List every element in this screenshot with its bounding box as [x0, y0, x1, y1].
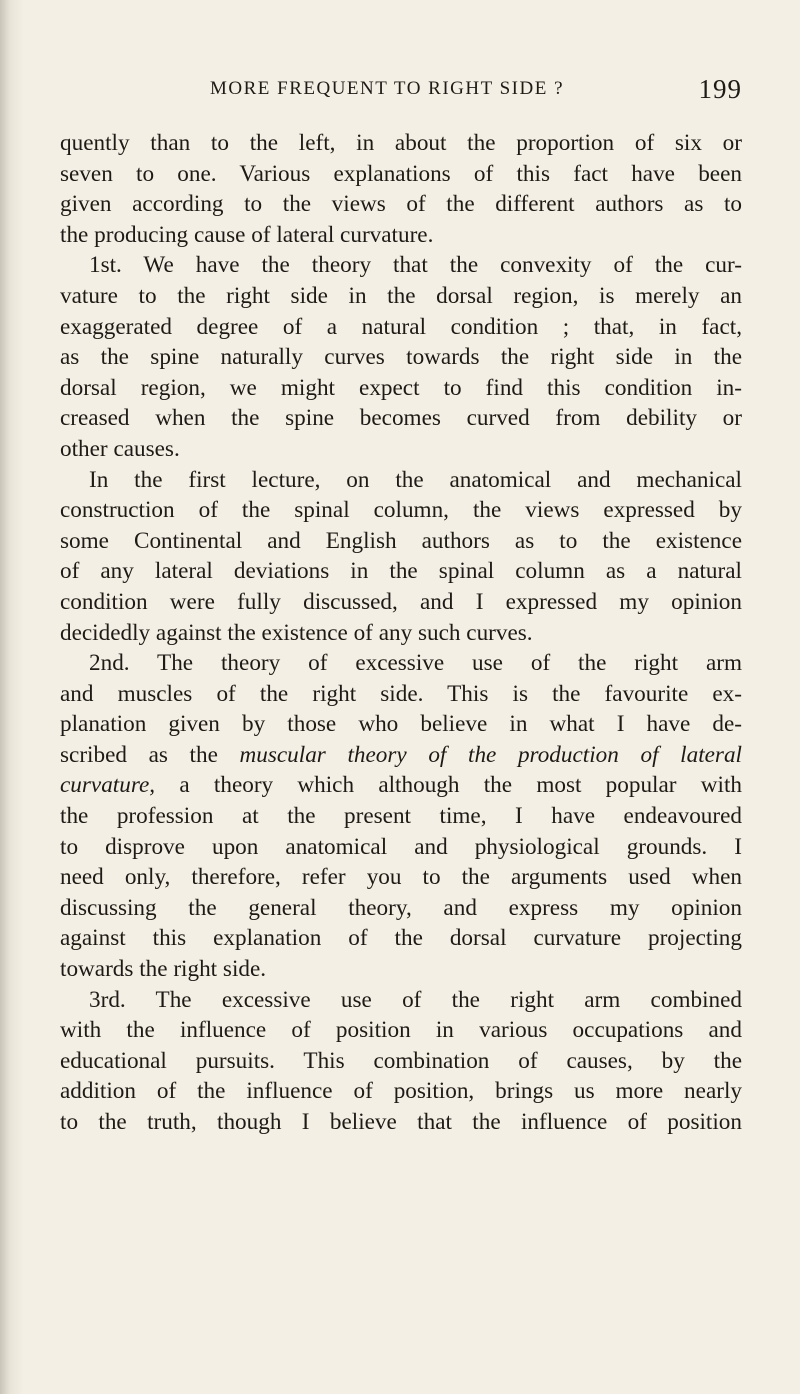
page-header: [60, 74, 742, 114]
text-line: and muscles of the right side. This is the favourite ex-: [60, 680, 742, 707]
text-line: with the influence of position in various occupations and: [60, 1017, 742, 1044]
text-line: addition of the influence of position, brings us more nearly: [60, 1078, 742, 1105]
text-line: In the first lecture, on the anatomical and mechanical: [89, 466, 742, 493]
text-line: construction of the spinal column, the views expressed by: [60, 497, 742, 524]
text-line: 1st. We have the theory that the convexity of the cur-: [89, 252, 742, 279]
text-line: against this explanation of the dorsal curvature projecting: [60, 925, 742, 952]
text-line: 2nd. The theory of excessive use of the right arm: [89, 650, 742, 677]
text-run: scribed as the: [60, 741, 240, 768]
text-line: 3rd. The excessive use of the right arm combined: [89, 986, 742, 1013]
text-line: the profession at the present time, I have endeavoured: [60, 803, 742, 830]
text-line: seven to one. Various explanations of this fact have been: [60, 160, 742, 187]
body-text: [60, 128, 742, 1138]
text-line: some Continental and English authors as to the existence: [60, 527, 742, 554]
paragraph-first-lecture: [60, 465, 742, 649]
text-line: dorsal region, we might expect to find this condition in-: [60, 374, 742, 401]
page-number: 199: [698, 74, 742, 104]
text-line: exaggerated degree of a natural condition ; that, in fact,: [60, 313, 742, 340]
italic-phrase: curvature,: [60, 772, 156, 799]
text-line: educational pursuits. This combination of causes, by the: [60, 1047, 742, 1074]
text-line: to the truth, though I believe that the influence of position: [60, 1109, 742, 1135]
text-line: condition were fully discussed, and I expressed my opinion: [60, 588, 742, 615]
text-run: a theory which although the most popular with: [155, 772, 742, 799]
text-line: creased when the spine becomes curved from debility or: [60, 405, 742, 432]
text-line: to disprove upon anatomical and physiological grounds. I: [60, 833, 742, 860]
text-line: other causes.: [60, 435, 180, 462]
text-line: need only, therefore, refer you to the arguments used when: [60, 864, 742, 891]
text-line: decidedly against the existence of any such curves.: [60, 619, 533, 646]
text-line: [60, 770, 742, 801]
text-line: quently than to the left, in about the proportion of six or: [60, 130, 742, 156]
text-line: planation given by those who believe in what I have de-: [60, 711, 742, 738]
paragraph-third-theory: [60, 985, 742, 1138]
italic-phrase: muscular theory of the production of lateral: [239, 741, 742, 768]
paragraph-second-theory: [60, 648, 742, 985]
text-line: given according to the views of the different authors as to: [60, 191, 742, 218]
text-line: discussing the general theory, and express my opinion: [60, 894, 742, 921]
paragraph-first-theory: [60, 250, 742, 464]
paragraph-continuation: [60, 128, 742, 250]
text-line: vature to the right side in the dorsal region, is merely an: [60, 282, 742, 309]
running-title: MORE FREQUENT TO RIGHT SIDE ?: [210, 78, 565, 99]
text-line: as the spine naturally curves towards the right side in the: [60, 344, 742, 371]
text-line: towards the right side.: [60, 956, 267, 983]
text-line: the producing cause of lateral curvature.: [60, 221, 434, 248]
text-line: [60, 740, 742, 771]
text-line: of any lateral deviations in the spinal column as a natural: [60, 558, 742, 585]
